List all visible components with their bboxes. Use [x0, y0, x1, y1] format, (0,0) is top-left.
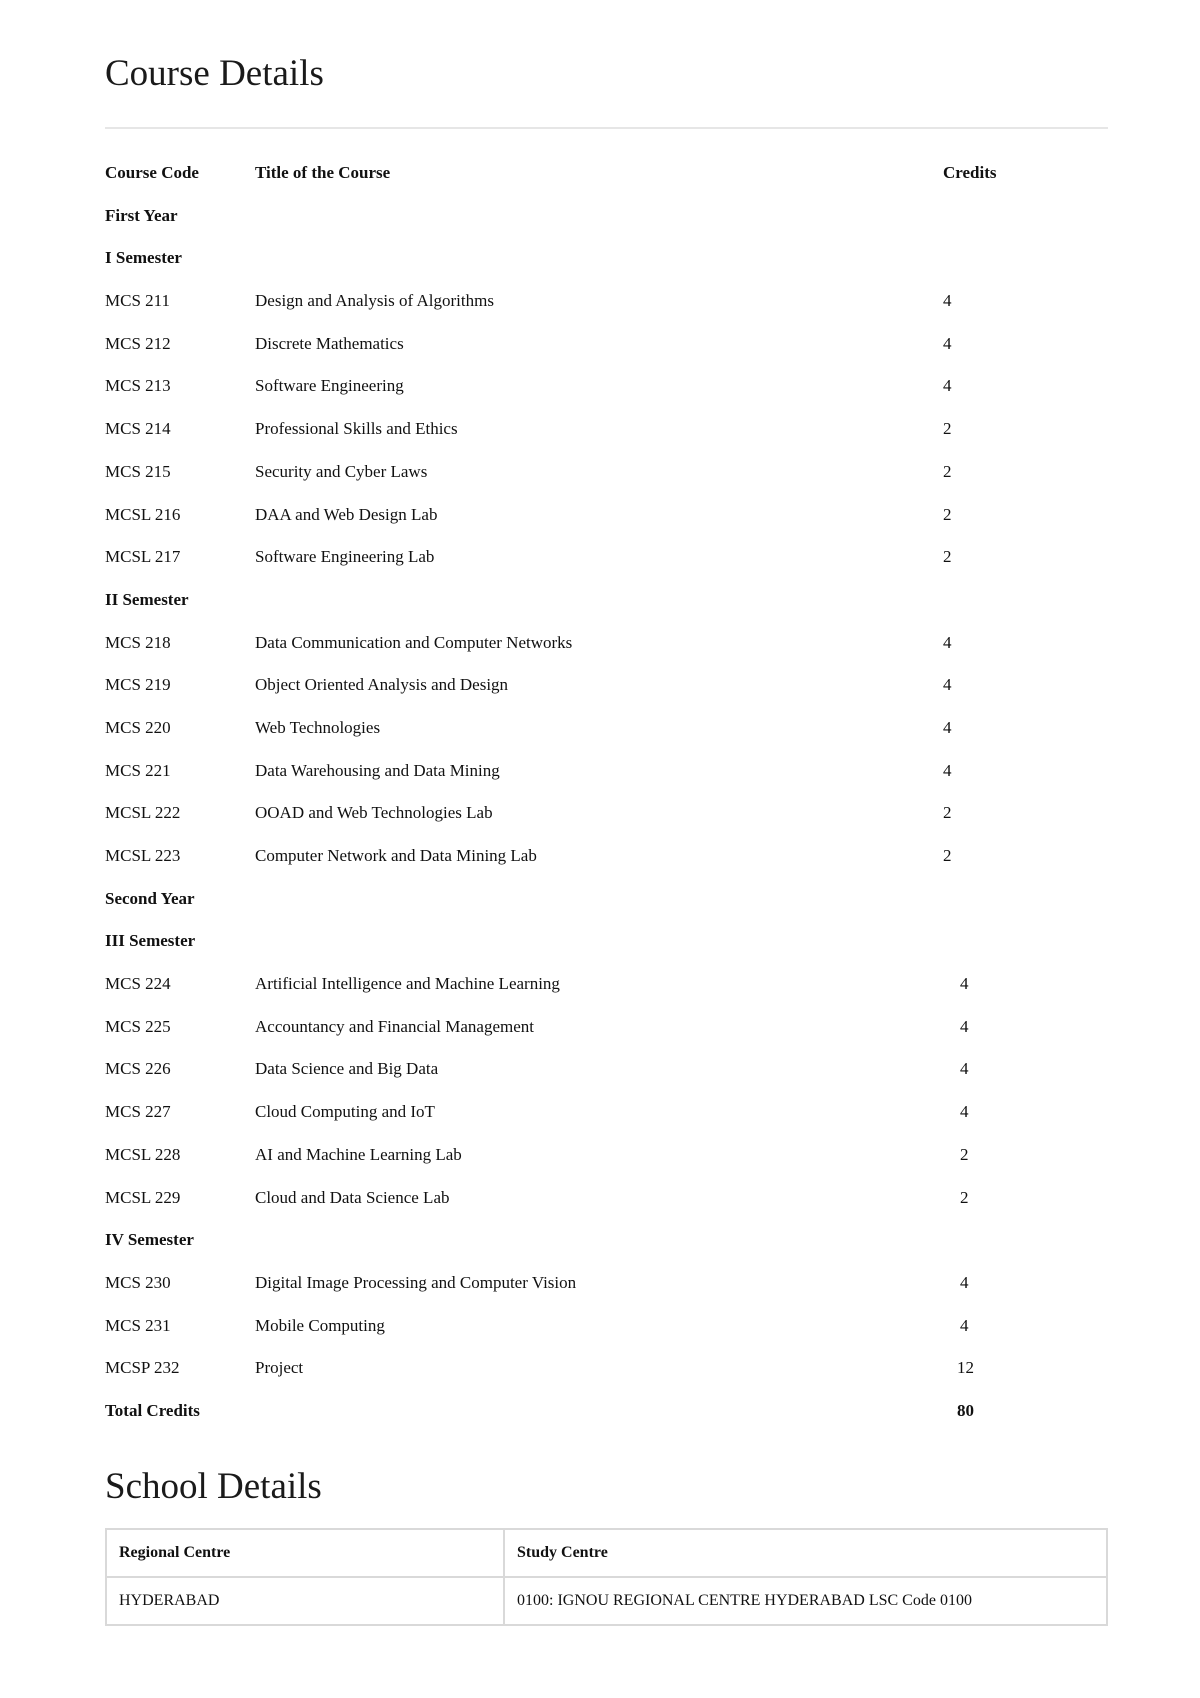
course-title: Data Science and Big Data: [255, 1059, 439, 1079]
course-credits: 2: [943, 504, 952, 524]
group-heading-row: [105, 1219, 1108, 1262]
course-credits: 4: [960, 1315, 969, 1335]
course-title: Artificial Intelligence and Machine Learning: [255, 974, 560, 994]
course-credits: 2: [943, 547, 952, 567]
course-code: MCS 220: [105, 717, 171, 737]
school-table-header-row: [106, 1529, 1107, 1577]
course-title: Digital Image Processing and Computer Vision: [255, 1272, 577, 1292]
group-heading: First Year: [105, 205, 178, 225]
course-code: MCS 224: [105, 974, 171, 994]
course-row: [105, 1262, 1108, 1305]
course-details-divider: [105, 127, 1108, 129]
course-rows: [105, 195, 1108, 1433]
group-heading-row: [105, 878, 1108, 921]
course-title: Accountancy and Financial Management: [255, 1016, 534, 1036]
course-title: Cloud Computing and IoT: [255, 1102, 435, 1122]
course-title: Software Engineering Lab: [255, 547, 435, 567]
course-credits: 4: [960, 1059, 969, 1079]
study-centre-value: 0100: IGNOU REGIONAL CENTRE HYDERABAD LSC Code 0100: [504, 1577, 1107, 1625]
course-code: MCS 212: [105, 333, 171, 353]
course-code: MCS 213: [105, 376, 171, 396]
course-row: [105, 1091, 1108, 1134]
course-row: [105, 963, 1108, 1006]
header-course-title: Title of the Course: [255, 163, 391, 182]
course-title: DAA and Web Design Lab: [255, 504, 438, 524]
course-row: [105, 622, 1108, 665]
course-code: MCS 218: [105, 632, 171, 652]
course-code: MCS 221: [105, 760, 171, 780]
course-row: [105, 323, 1108, 366]
course-title: Mobile Computing: [255, 1315, 385, 1335]
course-credits: 2: [943, 419, 952, 439]
course-credits: 4: [943, 333, 952, 353]
group-heading: IV Semester: [105, 1230, 194, 1250]
course-code: MCS 231: [105, 1315, 171, 1335]
course-title: Design and Analysis of Algorithms: [255, 291, 494, 311]
course-code: MCS 215: [105, 461, 171, 481]
course-row: [105, 1305, 1108, 1348]
course-row: [105, 408, 1108, 451]
course-credits: 2: [943, 461, 952, 481]
course-row: [105, 451, 1108, 494]
course-code: MCS 211: [105, 291, 171, 311]
course-credits: 4: [943, 291, 952, 311]
course-credits: 4: [943, 675, 952, 695]
course-title: Data Warehousing and Data Mining: [255, 760, 500, 780]
course-row: [105, 1048, 1108, 1091]
course-credits: 2: [960, 1144, 969, 1164]
course-row: [105, 365, 1108, 408]
group-heading: II Semester: [105, 589, 189, 609]
course-row: [105, 664, 1108, 707]
course-row: [105, 707, 1108, 750]
course-code: MCSP 232: [105, 1358, 180, 1378]
course-credits: 4: [943, 632, 952, 652]
course-code: MCS 226: [105, 1059, 171, 1079]
header-regional-centre: Regional Centre: [106, 1529, 504, 1577]
course-credits: 12: [957, 1358, 974, 1378]
course-code: MCSL 228: [105, 1144, 181, 1164]
group-heading: Second Year: [105, 888, 195, 908]
course-credits: 4: [960, 1016, 969, 1036]
course-title: Discrete Mathematics: [255, 333, 404, 353]
group-heading-row: [105, 237, 1108, 280]
course-credits: 4: [960, 1272, 969, 1292]
course-code: MCS 219: [105, 675, 171, 695]
course-code: MCSL 216: [105, 504, 181, 524]
course-credits: 4: [943, 376, 952, 396]
course-title: OOAD and Web Technologies Lab: [255, 803, 493, 823]
course-code: MCS 230: [105, 1272, 171, 1292]
course-credits: 2: [960, 1187, 969, 1207]
total-credits-value: 80: [957, 1400, 974, 1420]
school-details-title: School Details: [105, 1466, 322, 1507]
school-table: [105, 1528, 1108, 1626]
group-heading-row: [105, 920, 1108, 963]
header-study-centre: Study Centre: [504, 1529, 1107, 1577]
course-code: MCSL 217: [105, 547, 181, 567]
course-code: MCS 214: [105, 419, 171, 439]
course-credits: 4: [960, 974, 969, 994]
course-credits: 4: [960, 1102, 969, 1122]
course-title: Professional Skills and Ethics: [255, 419, 458, 439]
course-row: [105, 750, 1108, 793]
course-row: [105, 835, 1108, 878]
course-title: Data Communication and Computer Networks: [255, 632, 573, 652]
course-code: MCS 227: [105, 1102, 171, 1122]
course-row: [105, 536, 1108, 579]
group-heading-row: [105, 579, 1108, 622]
course-code: MCSL 222: [105, 803, 181, 823]
course-row: [105, 1006, 1108, 1049]
regional-centre-value: HYDERABAD: [106, 1577, 504, 1625]
course-row: [105, 1177, 1108, 1220]
course-row: [105, 1134, 1108, 1177]
school-table-row: [106, 1577, 1107, 1625]
group-heading-row: [105, 195, 1108, 238]
course-code: MCS 225: [105, 1016, 171, 1036]
total-credits-label: Total Credits: [105, 1400, 200, 1420]
course-row: [105, 1347, 1108, 1390]
course-title: Cloud and Data Science Lab: [255, 1187, 450, 1207]
course-details-title: Course Details: [105, 53, 324, 94]
course-title: Computer Network and Data Mining Lab: [255, 846, 537, 865]
total-credits-row: [105, 1390, 1108, 1433]
header-credits: Credits: [943, 163, 997, 182]
course-credits: 4: [943, 760, 952, 780]
course-credits: 4: [943, 717, 952, 737]
course-code: MCSL 223: [105, 846, 181, 865]
course-table: [105, 152, 1108, 1433]
course-code: MCSL 229: [105, 1187, 181, 1207]
course-title: Software Engineering: [255, 376, 404, 396]
course-credits: 2: [943, 803, 952, 823]
course-row: [105, 494, 1108, 537]
course-table-header: [105, 152, 1108, 195]
course-row: [105, 792, 1108, 835]
course-title: Security and Cyber Laws: [255, 461, 428, 481]
course-title: AI and Machine Learning Lab: [255, 1144, 462, 1164]
group-heading: III Semester: [105, 931, 196, 951]
course-title: Project: [255, 1358, 304, 1378]
course-title: Object Oriented Analysis and Design: [255, 675, 509, 695]
course-credits: 2: [943, 846, 952, 865]
group-heading: I Semester: [105, 248, 182, 268]
course-row: [105, 280, 1108, 323]
header-course-code: Course Code: [105, 163, 199, 182]
course-title: Web Technologies: [255, 717, 381, 737]
